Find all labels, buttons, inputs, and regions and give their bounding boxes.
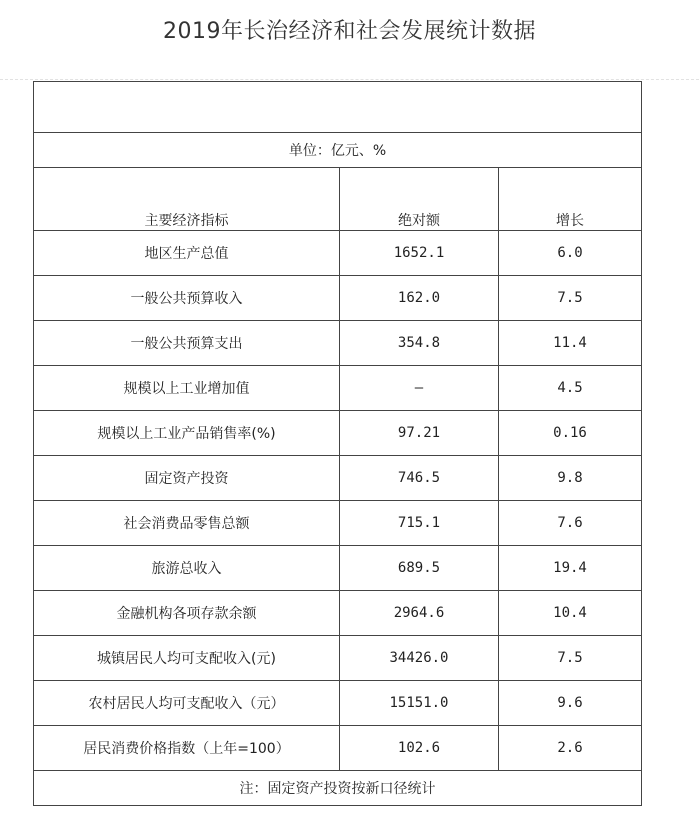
growth-cell: 2.6 xyxy=(499,726,642,771)
growth-cell: 19.4 xyxy=(499,546,642,591)
header-absolute: 绝对额 xyxy=(340,168,499,231)
title-divider xyxy=(0,79,699,80)
statistics-table xyxy=(33,81,642,806)
growth-cell: 7.6 xyxy=(499,501,642,546)
table-row xyxy=(34,231,642,276)
table-row xyxy=(34,456,642,501)
page-title: 2019年长治经济和社会发展统计数据 xyxy=(163,19,536,44)
indicator-cell: 农村居民人均可支配收入（元） xyxy=(34,681,340,726)
indicator-cell: 金融机构各项存款余额 xyxy=(34,591,340,636)
header-indicator: 主要经济指标 xyxy=(34,168,340,231)
indicator-cell: 一般公共预算支出 xyxy=(34,321,340,366)
table-row xyxy=(34,726,642,771)
note-row xyxy=(34,771,642,806)
absolute-cell: 34426.0 xyxy=(340,636,499,681)
unit-row xyxy=(34,133,642,168)
absolute-cell: 162.0 xyxy=(340,276,499,321)
growth-cell: 9.8 xyxy=(499,456,642,501)
indicator-cell: 城镇居民人均可支配收入(元) xyxy=(34,636,340,681)
absolute-cell: 354.8 xyxy=(340,321,499,366)
absolute-cell: 1652.1 xyxy=(340,231,499,276)
unit-label: 单位：亿元、% xyxy=(34,133,642,168)
table-row xyxy=(34,411,642,456)
growth-cell: 6.0 xyxy=(499,231,642,276)
table-row xyxy=(34,366,642,411)
growth-cell: 0.16 xyxy=(499,411,642,456)
table-row xyxy=(34,636,642,681)
absolute-cell: 715.1 xyxy=(340,501,499,546)
indicator-cell: 规模以上工业产品销售率(%) xyxy=(34,411,340,456)
table-row xyxy=(34,546,642,591)
growth-cell: 11.4 xyxy=(499,321,642,366)
indicator-cell: 固定资产投资 xyxy=(34,456,340,501)
absolute-cell: 689.5 xyxy=(340,546,499,591)
indicator-cell: 一般公共预算收入 xyxy=(34,276,340,321)
table-row xyxy=(34,591,642,636)
header-row xyxy=(34,168,642,231)
absolute-cell: 746.5 xyxy=(340,456,499,501)
growth-cell: 4.5 xyxy=(499,366,642,411)
table-row xyxy=(34,321,642,366)
table-row xyxy=(34,501,642,546)
indicator-cell: 地区生产总值 xyxy=(34,231,340,276)
absolute-cell: — xyxy=(340,366,499,411)
blank-row xyxy=(34,82,642,133)
indicator-cell: 社会消费品零售总额 xyxy=(34,501,340,546)
absolute-cell: 97.21 xyxy=(340,411,499,456)
absolute-cell: 2964.6 xyxy=(340,591,499,636)
note-text: 注：固定资产投资按新口径统计 xyxy=(34,771,642,806)
indicator-cell: 规模以上工业增加值 xyxy=(34,366,340,411)
indicator-cell: 旅游总收入 xyxy=(34,546,340,591)
table-row xyxy=(34,276,642,321)
growth-cell: 9.6 xyxy=(499,681,642,726)
blank-cell xyxy=(34,82,642,133)
indicator-cell: 居民消费价格指数（上年=100） xyxy=(34,726,340,771)
growth-cell: 7.5 xyxy=(499,636,642,681)
header-growth: 增长 xyxy=(499,168,642,231)
growth-cell: 7.5 xyxy=(499,276,642,321)
absolute-cell: 102.6 xyxy=(340,726,499,771)
table-row xyxy=(34,681,642,726)
growth-cell: 10.4 xyxy=(499,591,642,636)
absolute-cell: 15151.0 xyxy=(340,681,499,726)
